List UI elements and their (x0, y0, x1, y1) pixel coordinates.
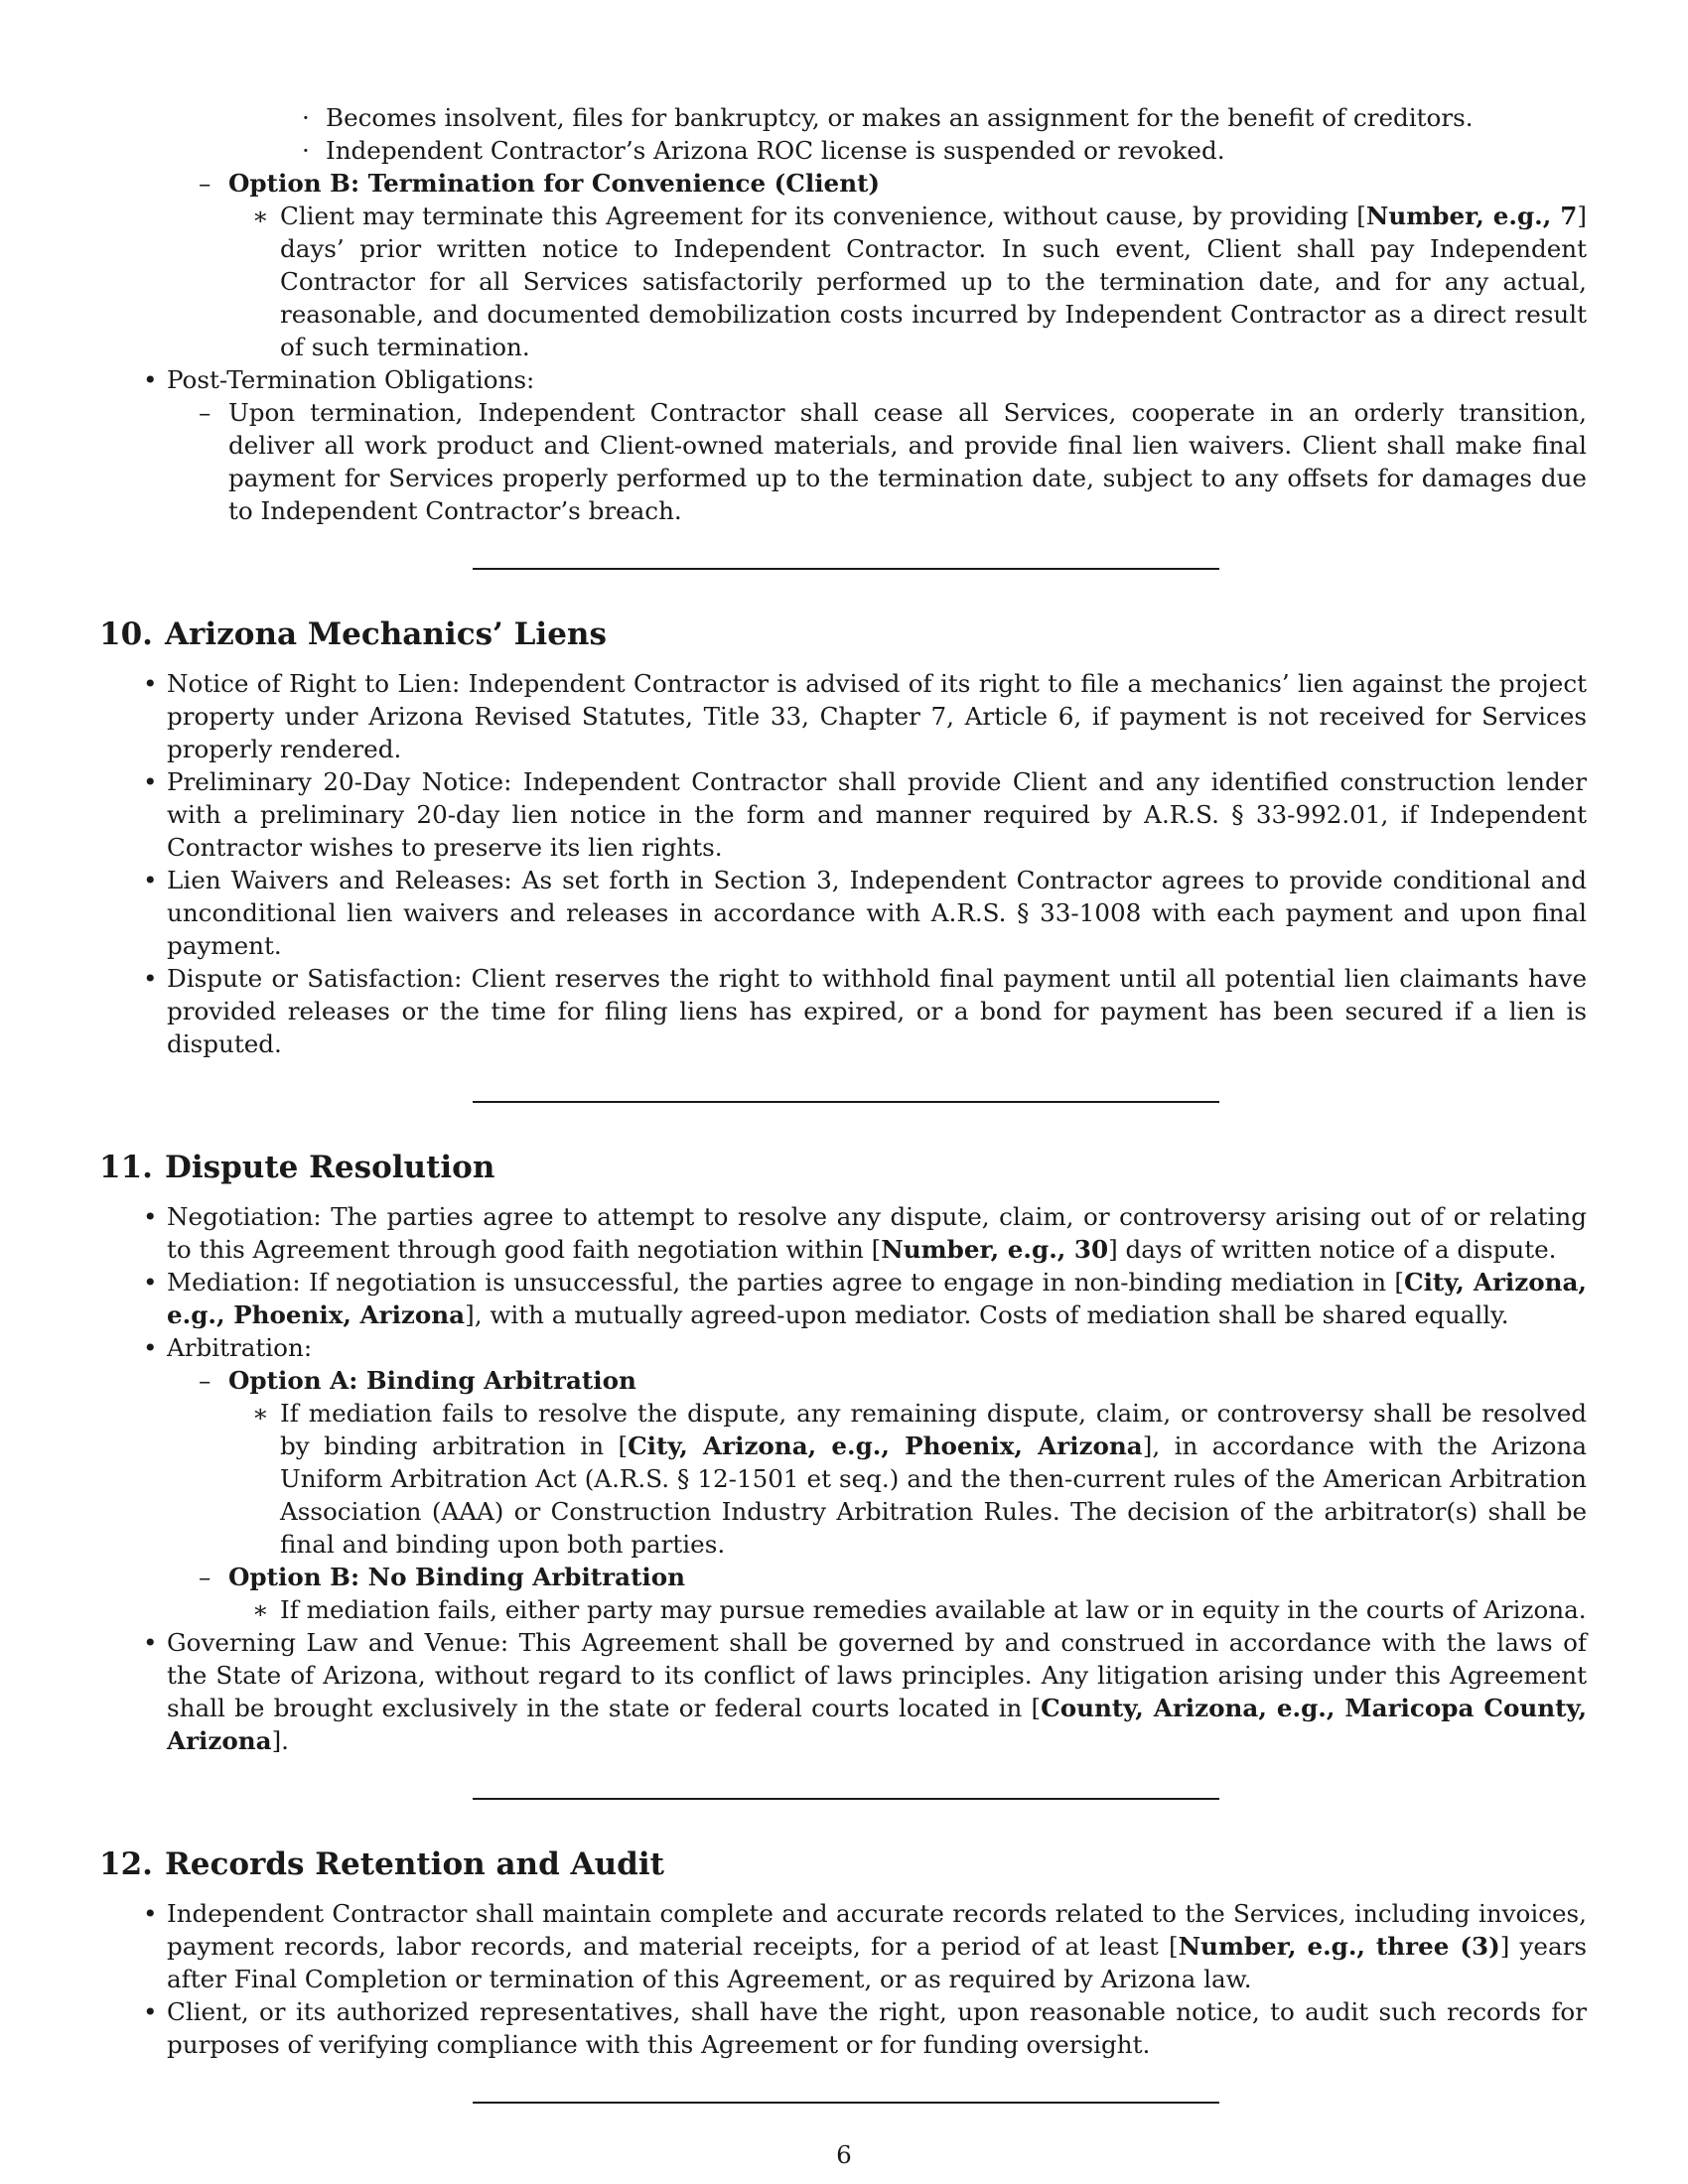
list-item: • Preliminary 20-Day Notice: Independent Contractor shall provide Client and any identified construction lender with a preliminary 20-day lien notice in the form and manner required by A.R.S. § 33-992.01, if Independent Contractor wishes to preserve its lien rights. (143, 767, 1587, 862)
list-item: · Independent Contractor’s Arizona ROC license is suspended or revoked. (302, 136, 1225, 165)
option-b-termination-text: ∗ Client may terminate this Agreement for its convenience, without cause, by providing [Number, e.g., 7] days’ prior written notice to Independent Contractor. In such event, Client shall pay Independent Contractor for all Services satisfactorily performed up to the termination date, and for any actual, reasonable, and documented demobilization costs incurred by Independent Contractor as a direct result of such termination. (252, 202, 1587, 361)
bullet-marker: • (143, 1268, 158, 1297)
audit-item: • Client, or its authorized representatives, shall have the right, upon reasonable notice, to audit such records for purposes of verifying compliance with this Agreement or for funding oversight. (143, 1997, 1587, 2059)
section-10 (0, 615, 1688, 1060)
negotiation-item: • Negotiation: The parties agree to attempt to resolve any dispute, claim, or controversy arising out of or relating to this Agreement through good faith negotiation within [Number, e.g., 30] days of written notice of a dispute. (143, 1202, 1587, 1264)
bullet-marker: • (143, 1628, 158, 1657)
section-heading: 12. Records Retention and Audit (99, 1846, 664, 1882)
bullet-marker: • (143, 1997, 158, 2026)
placeholder-field: Number, e.g., 7 (1365, 202, 1578, 230)
bullet-marker: • (143, 1899, 158, 1928)
placeholder-field: City, Arizona, e.g., Phoenix, Arizona (628, 1432, 1143, 1460)
dash-marker: – (199, 169, 211, 198)
section9-continuation (0, 0, 1688, 527)
bullet-marker: • (143, 866, 158, 894)
option-b-termination-heading: – Option B: Termination for Convenience (Client) (199, 169, 881, 198)
section-12 (0, 1845, 1688, 2061)
records-item: • Independent Contractor shall maintain complete and accurate records related to the Services, including invoices, payment records, labor records, and material receipts, for a period of at least [Number, e.g., three (3)] years after Final Completion or termination of this Agreement, or as required by Arizona law. (143, 1899, 1587, 1993)
section-heading: 10. Arizona Mechanics’ Liens (99, 616, 607, 652)
list-item: • Lien Waivers and Releases: As set forth in Section 3, Independent Contractor agrees to provide conditional and unconditional lien waivers and releases in accordance with A.R.S. § 33-1008 with each payment and upon final payment. (143, 866, 1587, 960)
bullet-marker: • (143, 1202, 158, 1231)
middot-marker: · (302, 103, 310, 132)
list-item: · Becomes insolvent, files for bankruptcy, or makes an assignment for the benefit of creditors. (302, 103, 1474, 132)
liens-list (0, 667, 1688, 1060)
post-termination-item: • Post-Termination Obligations: (143, 365, 535, 394)
mediation-item: • Mediation: If negotiation is unsuccessful, the parties agree to engage in non-binding mediation in [City, Arizona, e.g., Phoenix, Arizona], with a mutually agreed-upon mediator. Costs of mediation shall be shared equally. (143, 1268, 1587, 1329)
bullet-marker: • (143, 767, 158, 796)
asterisk-marker: ∗ (252, 1595, 269, 1624)
section-divider (473, 2102, 1219, 2104)
page-number: 6 (836, 2140, 852, 2169)
list-item: • Dispute or Satisfaction: Client reserves the right to withhold final payment until all potential lien claimants have provided releases or the time for filing liens has expired, or a bond for payment has been secured if a lien is disputed. (143, 964, 1587, 1058)
termination-cause-list (0, 101, 1688, 167)
bullet-marker: • (143, 365, 158, 394)
asterisk-marker: ∗ (252, 1399, 269, 1428)
option-b-arbitration-text: ∗ If mediation fails, either party may pursue remedies available at law or in equity in the courts of Arizona. (252, 1595, 1587, 1624)
bullet-marker: • (143, 1333, 158, 1362)
option-a-arbitration-heading: – Option A: Binding Arbitration (199, 1366, 636, 1395)
dash-marker: – (199, 1563, 211, 1591)
asterisk-marker: ∗ (252, 202, 269, 230)
middot-marker: · (302, 136, 310, 165)
option-b-arbitration-heading: – Option B: No Binding Arbitration (199, 1563, 686, 1591)
arbitration-item: • Arbitration: (143, 1333, 313, 1362)
section-divider (473, 1798, 1219, 1800)
section-divider (473, 568, 1219, 570)
section-11 (0, 1149, 1688, 1757)
placeholder-field: City, Arizona, e.g., Phoenix, Arizona (167, 1268, 1587, 1329)
option-a-arbitration-text: ∗ If mediation fails to resolve the dispute, any remaining dispute, claim, or controversy shall be resolved by binding arbitration in [City, Arizona, e.g., Phoenix, Arizona], in accordance with the Arizona Uniform Arbitration Act (A.R.S. § 12-1501 et seq.) and the then-current rules of the American Arbitration Association (AAA) or Construction Industry Arbitration Rules. The decision of the arbitrator(s) shall be final and binding upon both parties. (252, 1399, 1587, 1559)
bullet-marker: • (143, 964, 158, 993)
placeholder-field: Number, e.g., three (3) (1178, 1932, 1500, 1961)
dash-marker: – (199, 1366, 211, 1395)
section-divider (473, 1101, 1219, 1103)
section-heading: 11. Dispute Resolution (99, 1150, 495, 1185)
list-item: • Notice of Right to Lien: Independent Contractor is advised of its right to file a mechanics’ lien against the project property under Arizona Revised Statutes, Title 33, Chapter 7, Article 6, if payment is not received for Services properly rendered. (143, 669, 1587, 763)
bullet-marker: • (143, 669, 158, 698)
dash-marker: – (199, 398, 211, 427)
placeholder-field: Number, e.g., 30 (881, 1235, 1109, 1264)
governing-law-item: • Governing Law and Venue: This Agreement shall be governed by and construed in accordance with the laws of the State of Arizona, without regard to its conflict of laws principles. Any litigation arising under this Agreement shall be brought exclusively in the state or federal courts located in [County, Arizona, e.g., Maricopa County, Arizona]. (143, 1628, 1588, 1755)
post-termination-text: – Upon termination, Independent Contractor shall cease all Services, cooperate in an orderly transition, deliver all work product and Client-owned materials, and provide final lien waivers. Client shall make final payment for Services properly performed up to the termination date, subject to any offsets for damages due to Independent Contractor’s breach. (199, 398, 1587, 525)
placeholder-field: County, Arizona, e.g., Maricopa County, Arizona (167, 1694, 1588, 1755)
